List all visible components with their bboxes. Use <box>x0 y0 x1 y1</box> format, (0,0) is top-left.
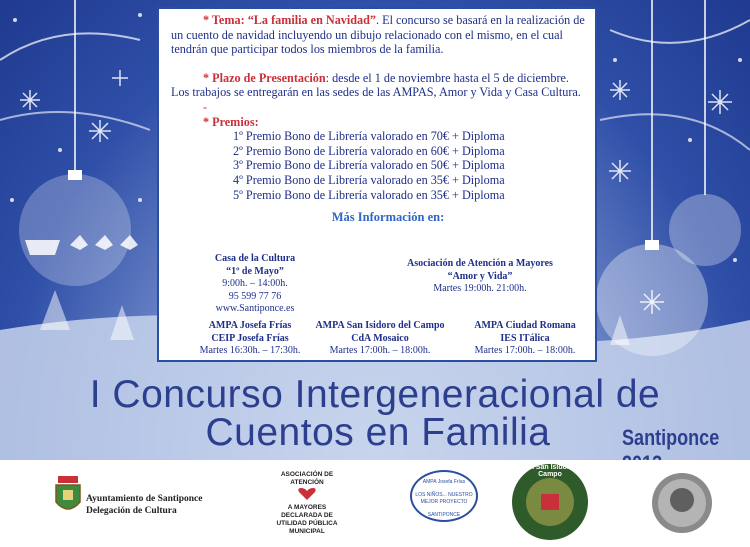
year-label: Santiponce <box>622 425 720 450</box>
plazo-paragraph <box>171 71 587 100</box>
main-title-line2: Cuentos en Familia <box>205 411 551 454</box>
prize-item: 1º Premio Bono de Librería valorado en 70€ + Diploma <box>233 129 505 144</box>
premios-heading: * Premios: <box>203 114 259 129</box>
plazo-text: : desde el 1 de noviembre hasta el 5 de diciembre. Los trabajos se entregarán en las sedes de las AMPAS, Amor y Vida y Casa Cultura. <box>171 70 581 100</box>
tema-text: . El concurso se basará en la realización de un cuento de navidad incluyendo un dibujo relacionado con el mismo, en el cual tendrán que participar todos los miembros de la familia. <box>171 13 585 57</box>
tema-label: * Tema <box>203 13 241 27</box>
ayuntamiento-text: Ayuntamiento de Santiponce Delegación de Cultura <box>86 494 203 516</box>
prize-item: 3º Premio Bono de Librería valorado en 50€ + Diploma <box>233 158 505 173</box>
premios-label: * Premios <box>203 114 255 129</box>
ampa-isidoro-logo: AMPA San Isidoro del Campo <box>505 462 595 542</box>
prize-item: 5º Premio Bono de Librería valorado en 35€ + Diploma <box>233 187 505 202</box>
contact-asociacion: Asociación de Atención a Mayores “Amor y Vida” Martes 19:00h. 21:00h. <box>407 258 553 294</box>
info-heading: Más Información en: <box>331 210 445 225</box>
contact-ampa-isidoro: AMPA San Isidoro del Campo CdA Mosaico Martes 17:00h. – 18:00h. <box>315 320 445 356</box>
contact-ampa-josefa: AMPA Josefa Frías CEIP Josefa Frías Martes 16:30h. – 17:30h. <box>199 320 301 356</box>
contact-casa-cultura: Casa de la Cultura “1º de Mayo” 9:00h. – 14:00h. 95 599 77 76 www.Santiponce.es <box>185 253 325 316</box>
coat-of-arms-icon <box>54 476 82 516</box>
plazo-label: * Plazo de Presentación <box>203 70 326 85</box>
amor-y-vida-logo: ASOCIACIÓN DE ATENCIÓN A MAYORES DECLARADA DE UTILIDAD PÚBLICA MUNICIPAL <box>276 471 338 535</box>
heart-icon <box>297 487 317 501</box>
tema-paragraph: * Tema: “La familia en Navidad”. El concurso se basará en la realización de un cuento de navidad incluyendo un dibujo relacionado con el mismo, en el cual tendrán que participar todos los miembros de la familia. <box>171 13 585 57</box>
main-title-line1: I Concurso Intergeneracional de <box>89 373 661 416</box>
dash: - <box>203 99 208 114</box>
prize-item: 4º Premio Bono de Librería valorado en 35€ + Diploma <box>233 172 505 187</box>
prize-list <box>171 129 587 202</box>
website-link[interactable]: www.Santiponce.es <box>215 303 295 314</box>
italica-coin-icon <box>651 472 713 534</box>
tema-value: “La familia en Navidad” <box>247 13 377 27</box>
ampa-josefa-logo: AMPA Josefa Frías LOS NIÑOS... NUESTRO MEJOR PROYECTO SANTIPONCE <box>410 470 478 522</box>
prize-item: 2º Premio Bono de Librería valorado en 60€ + Diploma <box>233 143 505 158</box>
contact-ampa-romana: AMPA Ciudad Romana IES ITálica Martes 17:00h. – 18:00h. <box>474 320 576 356</box>
